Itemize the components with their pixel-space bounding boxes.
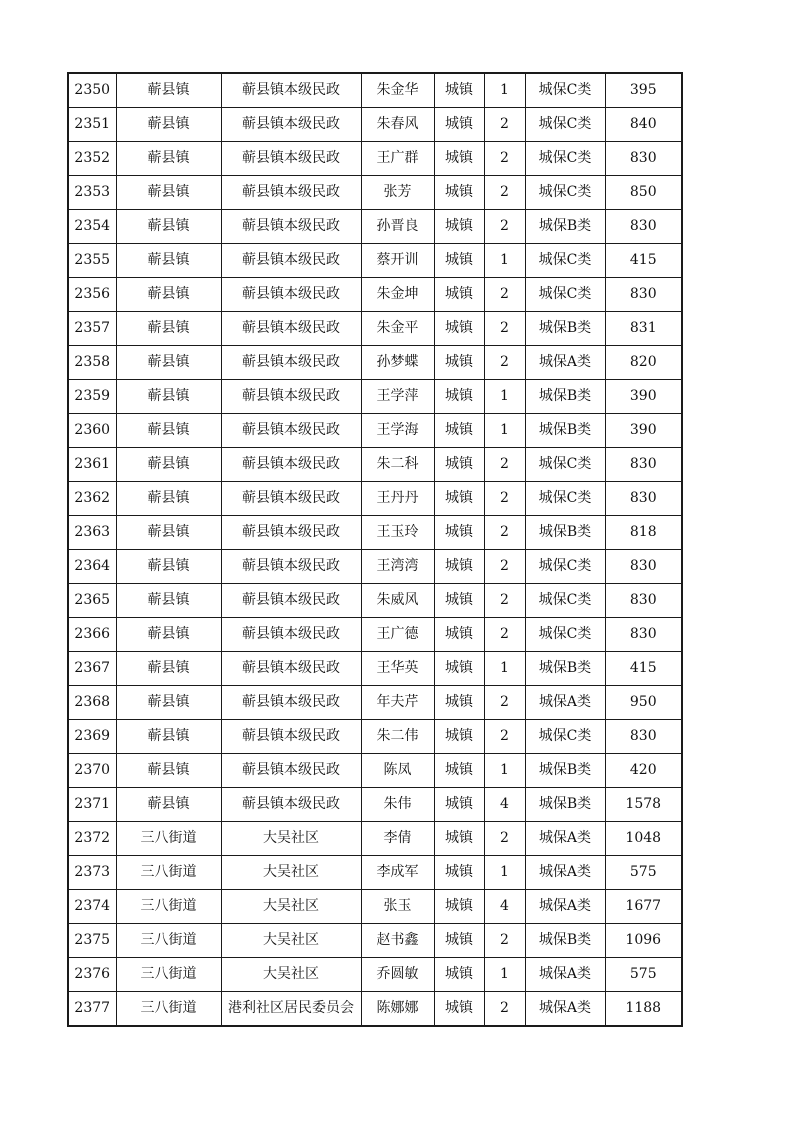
unit-cell: 蕲县镇本级民政 <box>221 550 361 584</box>
name-cell: 赵书鑫 <box>361 924 434 958</box>
area-cell: 城镇 <box>434 584 484 618</box>
area-cell: 城镇 <box>434 448 484 482</box>
amount-cell: 840 <box>605 108 682 142</box>
category-cell: 城保C类 <box>525 108 605 142</box>
amount-cell: 415 <box>605 244 682 278</box>
category-cell: 城保A类 <box>525 890 605 924</box>
amount-cell: 830 <box>605 550 682 584</box>
amount-cell: 830 <box>605 584 682 618</box>
area-cell: 城镇 <box>434 856 484 890</box>
row-number-cell: 2350 <box>68 73 116 108</box>
table-row <box>68 142 682 176</box>
name-cell: 朱威风 <box>361 584 434 618</box>
town-cell: 蕲县镇 <box>116 618 221 652</box>
table-row <box>68 754 682 788</box>
unit-cell: 港利社区居民委员会 <box>221 992 361 1027</box>
category-cell: 城保C类 <box>525 448 605 482</box>
unit-cell: 蕲县镇本级民政 <box>221 652 361 686</box>
recipient-table <box>67 72 683 1027</box>
name-cell: 李倩 <box>361 822 434 856</box>
area-cell: 城镇 <box>434 788 484 822</box>
amount-cell: 390 <box>605 380 682 414</box>
table-row <box>68 788 682 822</box>
table-row <box>68 108 682 142</box>
town-cell: 三八街道 <box>116 958 221 992</box>
table-row <box>68 856 682 890</box>
town-cell: 蕲县镇 <box>116 686 221 720</box>
area-cell: 城镇 <box>434 890 484 924</box>
household-count-cell: 1 <box>484 73 525 108</box>
household-count-cell: 2 <box>484 822 525 856</box>
household-count-cell: 1 <box>484 244 525 278</box>
row-number-cell: 2367 <box>68 652 116 686</box>
unit-cell: 蕲县镇本级民政 <box>221 482 361 516</box>
amount-cell: 395 <box>605 73 682 108</box>
household-count-cell: 2 <box>484 584 525 618</box>
unit-cell: 蕲县镇本级民政 <box>221 73 361 108</box>
amount-cell: 830 <box>605 720 682 754</box>
area-cell: 城镇 <box>434 210 484 244</box>
category-cell: 城保A类 <box>525 822 605 856</box>
household-count-cell: 2 <box>484 720 525 754</box>
table-row <box>68 346 682 380</box>
area-cell: 城镇 <box>434 720 484 754</box>
amount-cell: 415 <box>605 652 682 686</box>
household-count-cell: 1 <box>484 414 525 448</box>
amount-cell: 575 <box>605 856 682 890</box>
household-count-cell: 1 <box>484 754 525 788</box>
household-count-cell: 2 <box>484 108 525 142</box>
table-row <box>68 73 682 108</box>
name-cell: 张芳 <box>361 176 434 210</box>
household-count-cell: 2 <box>484 924 525 958</box>
unit-cell: 大吴社区 <box>221 890 361 924</box>
town-cell: 蕲县镇 <box>116 414 221 448</box>
area-cell: 城镇 <box>434 278 484 312</box>
name-cell: 朱春风 <box>361 108 434 142</box>
town-cell: 蕲县镇 <box>116 720 221 754</box>
row-number-cell: 2360 <box>68 414 116 448</box>
row-number-cell: 2373 <box>68 856 116 890</box>
name-cell: 孙梦蝶 <box>361 346 434 380</box>
household-count-cell: 1 <box>484 380 525 414</box>
unit-cell: 大吴社区 <box>221 856 361 890</box>
town-cell: 蕲县镇 <box>116 380 221 414</box>
household-count-cell: 2 <box>484 210 525 244</box>
category-cell: 城保C类 <box>525 142 605 176</box>
town-cell: 蕲县镇 <box>116 142 221 176</box>
row-number-cell: 2356 <box>68 278 116 312</box>
amount-cell: 830 <box>605 278 682 312</box>
area-cell: 城镇 <box>434 346 484 380</box>
town-cell: 蕲县镇 <box>116 448 221 482</box>
unit-cell: 蕲县镇本级民政 <box>221 210 361 244</box>
table-row <box>68 686 682 720</box>
amount-cell: 1578 <box>605 788 682 822</box>
name-cell: 王玉玲 <box>361 516 434 550</box>
amount-cell: 831 <box>605 312 682 346</box>
town-cell: 蕲县镇 <box>116 550 221 584</box>
town-cell: 蕲县镇 <box>116 584 221 618</box>
unit-cell: 蕲县镇本级民政 <box>221 516 361 550</box>
amount-cell: 830 <box>605 142 682 176</box>
household-count-cell: 2 <box>484 312 525 346</box>
unit-cell: 蕲县镇本级民政 <box>221 312 361 346</box>
row-number-cell: 2361 <box>68 448 116 482</box>
household-count-cell: 2 <box>484 346 525 380</box>
household-count-cell: 1 <box>484 652 525 686</box>
name-cell: 朱二科 <box>361 448 434 482</box>
name-cell: 年夫芹 <box>361 686 434 720</box>
category-cell: 城保A类 <box>525 958 605 992</box>
category-cell: 城保C类 <box>525 244 605 278</box>
row-number-cell: 2366 <box>68 618 116 652</box>
unit-cell: 蕲县镇本级民政 <box>221 754 361 788</box>
town-cell: 蕲县镇 <box>116 108 221 142</box>
area-cell: 城镇 <box>434 686 484 720</box>
household-count-cell: 2 <box>484 278 525 312</box>
town-cell: 蕲县镇 <box>116 482 221 516</box>
unit-cell: 蕲县镇本级民政 <box>221 448 361 482</box>
table-row <box>68 720 682 754</box>
household-count-cell: 2 <box>484 618 525 652</box>
amount-cell: 1188 <box>605 992 682 1027</box>
row-number-cell: 2352 <box>68 142 116 176</box>
category-cell: 城保C类 <box>525 482 605 516</box>
name-cell: 蔡开训 <box>361 244 434 278</box>
table-row <box>68 958 682 992</box>
household-count-cell: 2 <box>484 686 525 720</box>
row-number-cell: 2371 <box>68 788 116 822</box>
table-row <box>68 584 682 618</box>
row-number-cell: 2363 <box>68 516 116 550</box>
name-cell: 乔圆敏 <box>361 958 434 992</box>
category-cell: 城保B类 <box>525 210 605 244</box>
category-cell: 城保A类 <box>525 992 605 1027</box>
unit-cell: 蕲县镇本级民政 <box>221 584 361 618</box>
town-cell: 三八街道 <box>116 924 221 958</box>
amount-cell: 830 <box>605 210 682 244</box>
row-number-cell: 2358 <box>68 346 116 380</box>
name-cell: 朱金华 <box>361 73 434 108</box>
category-cell: 城保C类 <box>525 278 605 312</box>
table-row <box>68 176 682 210</box>
row-number-cell: 2377 <box>68 992 116 1027</box>
category-cell: 城保B类 <box>525 312 605 346</box>
table-row <box>68 652 682 686</box>
unit-cell: 蕲县镇本级民政 <box>221 278 361 312</box>
town-cell: 蕲县镇 <box>116 210 221 244</box>
amount-cell: 830 <box>605 482 682 516</box>
unit-cell: 蕲县镇本级民政 <box>221 142 361 176</box>
household-count-cell: 2 <box>484 550 525 584</box>
amount-cell: 390 <box>605 414 682 448</box>
category-cell: 城保C类 <box>525 618 605 652</box>
row-number-cell: 2369 <box>68 720 116 754</box>
household-count-cell: 4 <box>484 788 525 822</box>
area-cell: 城镇 <box>434 958 484 992</box>
unit-cell: 蕲县镇本级民政 <box>221 788 361 822</box>
row-number-cell: 2376 <box>68 958 116 992</box>
table-row <box>68 482 682 516</box>
table-row <box>68 278 682 312</box>
name-cell: 张玉 <box>361 890 434 924</box>
town-cell: 蕲县镇 <box>116 312 221 346</box>
household-count-cell: 1 <box>484 856 525 890</box>
area-cell: 城镇 <box>434 312 484 346</box>
town-cell: 蕲县镇 <box>116 652 221 686</box>
unit-cell: 蕲县镇本级民政 <box>221 108 361 142</box>
town-cell: 蕲县镇 <box>116 754 221 788</box>
town-cell: 蕲县镇 <box>116 73 221 108</box>
area-cell: 城镇 <box>434 618 484 652</box>
category-cell: 城保B类 <box>525 652 605 686</box>
amount-cell: 1096 <box>605 924 682 958</box>
table-row <box>68 448 682 482</box>
table-row <box>68 312 682 346</box>
category-cell: 城保A类 <box>525 686 605 720</box>
unit-cell: 蕲县镇本级民政 <box>221 618 361 652</box>
row-number-cell: 2375 <box>68 924 116 958</box>
name-cell: 王湾湾 <box>361 550 434 584</box>
unit-cell: 蕲县镇本级民政 <box>221 244 361 278</box>
area-cell: 城镇 <box>434 924 484 958</box>
area-cell: 城镇 <box>434 754 484 788</box>
name-cell: 朱金坤 <box>361 278 434 312</box>
area-cell: 城镇 <box>434 482 484 516</box>
category-cell: 城保C类 <box>525 584 605 618</box>
name-cell: 朱二伟 <box>361 720 434 754</box>
unit-cell: 蕲县镇本级民政 <box>221 176 361 210</box>
category-cell: 城保B类 <box>525 414 605 448</box>
area-cell: 城镇 <box>434 550 484 584</box>
row-number-cell: 2374 <box>68 890 116 924</box>
unit-cell: 蕲县镇本级民政 <box>221 346 361 380</box>
row-number-cell: 2372 <box>68 822 116 856</box>
town-cell: 蕲县镇 <box>116 244 221 278</box>
table-row <box>68 924 682 958</box>
category-cell: 城保B类 <box>525 788 605 822</box>
amount-cell: 850 <box>605 176 682 210</box>
unit-cell: 蕲县镇本级民政 <box>221 720 361 754</box>
household-count-cell: 4 <box>484 890 525 924</box>
amount-cell: 420 <box>605 754 682 788</box>
area-cell: 城镇 <box>434 176 484 210</box>
household-count-cell: 2 <box>484 176 525 210</box>
name-cell: 王学海 <box>361 414 434 448</box>
name-cell: 王广德 <box>361 618 434 652</box>
row-number-cell: 2351 <box>68 108 116 142</box>
category-cell: 城保C类 <box>525 720 605 754</box>
name-cell: 陈娜娜 <box>361 992 434 1027</box>
category-cell: 城保B类 <box>525 516 605 550</box>
area-cell: 城镇 <box>434 108 484 142</box>
unit-cell: 蕲县镇本级民政 <box>221 380 361 414</box>
table-row <box>68 822 682 856</box>
table-row <box>68 210 682 244</box>
category-cell: 城保B类 <box>525 924 605 958</box>
household-count-cell: 2 <box>484 516 525 550</box>
amount-cell: 820 <box>605 346 682 380</box>
row-number-cell: 2362 <box>68 482 116 516</box>
town-cell: 三八街道 <box>116 992 221 1027</box>
table-row <box>68 380 682 414</box>
name-cell: 朱金平 <box>361 312 434 346</box>
area-cell: 城镇 <box>434 652 484 686</box>
name-cell: 王学萍 <box>361 380 434 414</box>
household-count-cell: 1 <box>484 958 525 992</box>
category-cell: 城保A类 <box>525 346 605 380</box>
table-row <box>68 992 682 1027</box>
household-count-cell: 2 <box>484 992 525 1027</box>
area-cell: 城镇 <box>434 516 484 550</box>
town-cell: 蕲县镇 <box>116 176 221 210</box>
unit-cell: 大吴社区 <box>221 958 361 992</box>
household-count-cell: 2 <box>484 142 525 176</box>
household-count-cell: 2 <box>484 448 525 482</box>
amount-cell: 1048 <box>605 822 682 856</box>
table-row <box>68 618 682 652</box>
unit-cell: 大吴社区 <box>221 924 361 958</box>
unit-cell: 大吴社区 <box>221 822 361 856</box>
table-row <box>68 414 682 448</box>
table-row <box>68 516 682 550</box>
name-cell: 王广群 <box>361 142 434 176</box>
area-cell: 城镇 <box>434 380 484 414</box>
name-cell: 王华英 <box>361 652 434 686</box>
amount-cell: 830 <box>605 618 682 652</box>
row-number-cell: 2364 <box>68 550 116 584</box>
row-number-cell: 2357 <box>68 312 116 346</box>
area-cell: 城镇 <box>434 244 484 278</box>
category-cell: 城保B类 <box>525 380 605 414</box>
name-cell: 陈凤 <box>361 754 434 788</box>
area-cell: 城镇 <box>434 822 484 856</box>
name-cell: 李成军 <box>361 856 434 890</box>
category-cell: 城保C类 <box>525 176 605 210</box>
area-cell: 城镇 <box>434 73 484 108</box>
household-count-cell: 2 <box>484 482 525 516</box>
town-cell: 三八街道 <box>116 822 221 856</box>
town-cell: 蕲县镇 <box>116 788 221 822</box>
table-row <box>68 550 682 584</box>
row-number-cell: 2370 <box>68 754 116 788</box>
category-cell: 城保B类 <box>525 754 605 788</box>
row-number-cell: 2354 <box>68 210 116 244</box>
amount-cell: 950 <box>605 686 682 720</box>
amount-cell: 575 <box>605 958 682 992</box>
amount-cell: 830 <box>605 448 682 482</box>
table-row <box>68 890 682 924</box>
area-cell: 城镇 <box>434 414 484 448</box>
table-body <box>68 73 682 1026</box>
amount-cell: 1677 <box>605 890 682 924</box>
town-cell: 蕲县镇 <box>116 278 221 312</box>
category-cell: 城保C类 <box>525 550 605 584</box>
area-cell: 城镇 <box>434 992 484 1027</box>
name-cell: 朱伟 <box>361 788 434 822</box>
town-cell: 蕲县镇 <box>116 516 221 550</box>
amount-cell: 818 <box>605 516 682 550</box>
town-cell: 三八街道 <box>116 890 221 924</box>
row-number-cell: 2359 <box>68 380 116 414</box>
category-cell: 城保A类 <box>525 856 605 890</box>
name-cell: 王丹丹 <box>361 482 434 516</box>
town-cell: 三八街道 <box>116 856 221 890</box>
unit-cell: 蕲县镇本级民政 <box>221 686 361 720</box>
row-number-cell: 2368 <box>68 686 116 720</box>
category-cell: 城保C类 <box>525 73 605 108</box>
town-cell: 蕲县镇 <box>116 346 221 380</box>
table-row <box>68 244 682 278</box>
row-number-cell: 2355 <box>68 244 116 278</box>
unit-cell: 蕲县镇本级民政 <box>221 414 361 448</box>
area-cell: 城镇 <box>434 142 484 176</box>
name-cell: 孙晋良 <box>361 210 434 244</box>
row-number-cell: 2353 <box>68 176 116 210</box>
row-number-cell: 2365 <box>68 584 116 618</box>
